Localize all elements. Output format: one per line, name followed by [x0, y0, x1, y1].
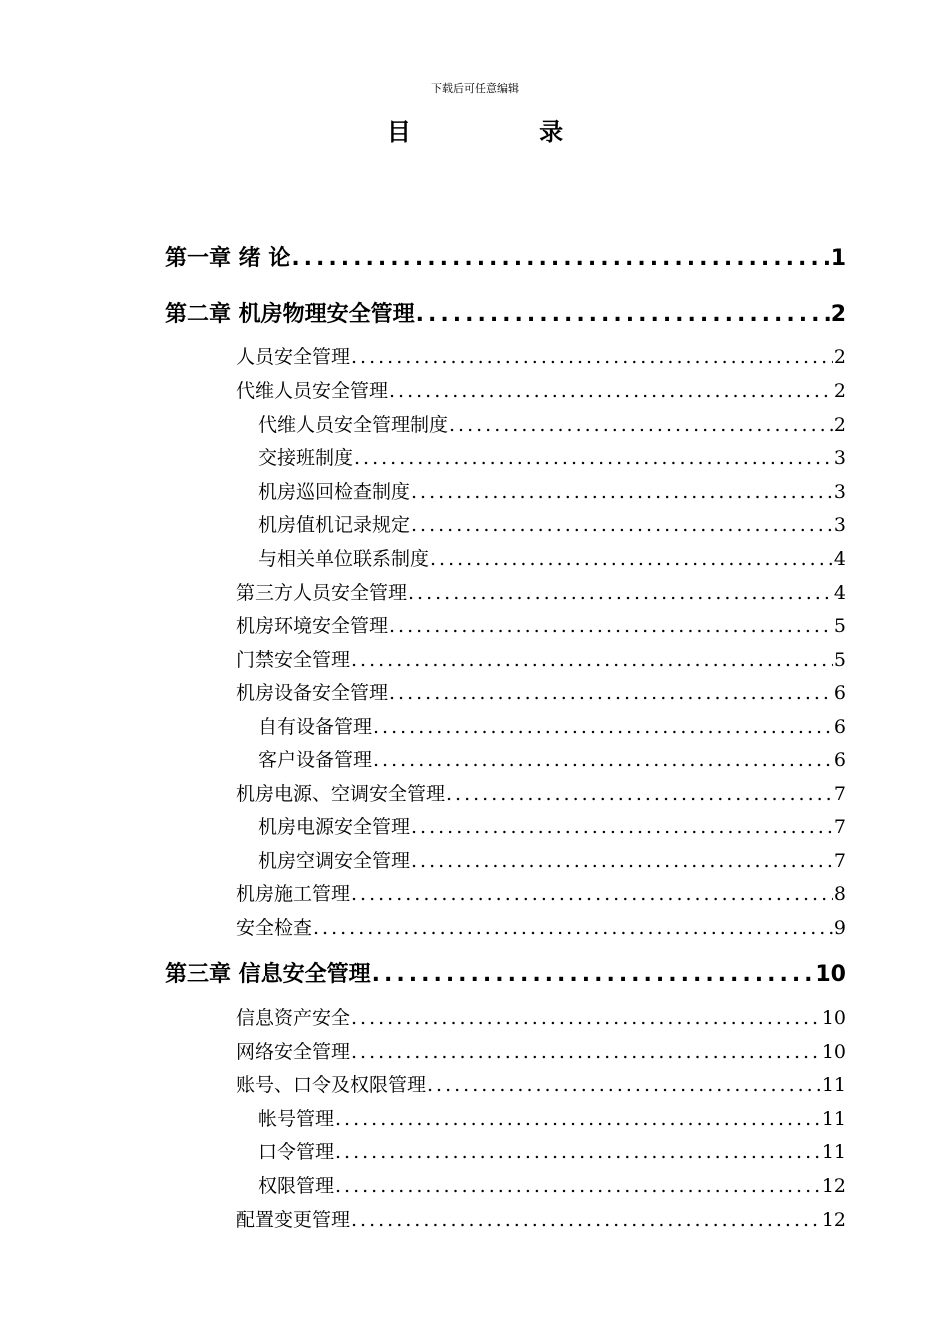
toc-entry-label: 机房设备安全管理 [236, 682, 389, 704]
toc-entry-label: 客户设备管理 [258, 749, 373, 771]
toc-entry-label: 机房巡回检查制度 [258, 481, 411, 503]
toc-entry[interactable] [258, 745, 846, 772]
toc-entry-label: 网络安全管理 [236, 1041, 351, 1063]
toc-entry-label: 配置变更管理 [236, 1209, 351, 1231]
toc-entry-page: 5 [833, 649, 846, 671]
toc-entry[interactable] [236, 342, 846, 369]
toc-entry-page: 6 [833, 749, 846, 771]
toc-entry-label: 代维人员安全管理制度 [258, 414, 449, 436]
toc-entry[interactable] [258, 1137, 846, 1164]
toc-entry-label: 人员安全管理 [236, 346, 351, 368]
toc-entry-page: 8 [833, 883, 846, 905]
toc-dot-leader [354, 447, 833, 469]
toc-entry[interactable] [258, 477, 846, 504]
toc-dot-leader [373, 749, 833, 771]
toc-entry-page: 7 [833, 850, 846, 872]
toc-dot-leader [313, 917, 833, 939]
toc-dot-leader [335, 1175, 821, 1197]
toc-entry-label: 门禁安全管理 [236, 649, 351, 671]
toc-dot-leader [416, 302, 830, 327]
toc-entry[interactable] [258, 812, 846, 839]
toc-dot-leader [351, 649, 833, 671]
toc-entry[interactable] [258, 1171, 846, 1198]
toc-entry[interactable] [236, 1037, 846, 1064]
toc-dot-leader [411, 514, 833, 536]
toc-dot-leader [372, 962, 815, 987]
toc-entry-label: 第三章 信息安全管理 [165, 962, 371, 987]
page-title: 目 录 [386, 118, 624, 146]
toc-dot-leader [427, 1074, 821, 1096]
toc-entry-page: 4 [833, 582, 846, 604]
toc-entry[interactable] [236, 1003, 846, 1030]
toc-entry[interactable] [236, 1205, 846, 1232]
toc-entry-label: 机房电源安全管理 [258, 816, 411, 838]
toc-dot-leader [449, 414, 833, 436]
toc-dot-leader [411, 816, 833, 838]
toc-entry[interactable] [236, 578, 846, 605]
header-note: 下载后可任意编辑 [431, 82, 519, 95]
toc-dot-leader [389, 682, 833, 704]
toc-dot-leader [411, 850, 833, 872]
toc-entry-page: 2 [830, 302, 846, 327]
toc-entry-label: 机房空调安全管理 [258, 850, 411, 872]
toc-entry[interactable] [236, 913, 846, 940]
toc-entry[interactable] [258, 544, 846, 571]
toc-entry-page: 2 [833, 346, 846, 368]
toc-entry[interactable] [165, 297, 846, 328]
toc-entry[interactable] [258, 443, 846, 470]
toc-entry[interactable] [258, 712, 846, 739]
toc-entry-page: 9 [833, 917, 846, 939]
toc-entry-page: 3 [833, 514, 846, 536]
toc-entry[interactable] [236, 611, 846, 638]
toc-entry-page: 3 [833, 447, 846, 469]
toc-entry[interactable] [236, 879, 846, 906]
toc-entry-label: 与相关单位联系制度 [258, 548, 430, 570]
toc-dot-leader [430, 548, 833, 570]
toc-dot-leader [389, 615, 833, 637]
toc-entry[interactable] [165, 957, 846, 988]
toc-entry-page: 7 [833, 816, 846, 838]
toc-entry[interactable] [258, 846, 846, 873]
toc-entry-page: 1 [830, 246, 846, 271]
toc-entry-label: 信息资产安全 [236, 1007, 351, 1029]
toc-entry-page: 4 [833, 548, 846, 570]
toc-entry-page: 10 [821, 1007, 846, 1029]
toc-entry-label: 第三方人员安全管理 [236, 582, 408, 604]
toc-entry-page: 11 [821, 1141, 846, 1163]
toc-dot-leader [446, 783, 833, 805]
toc-entry[interactable] [236, 779, 846, 806]
toc-entry-page: 7 [833, 783, 846, 805]
toc-dot-leader [335, 1108, 821, 1130]
toc-entry-page: 12 [821, 1209, 846, 1231]
toc-dot-leader [351, 346, 833, 368]
toc-entry-page: 5 [833, 615, 846, 637]
toc-dot-leader [389, 380, 833, 402]
toc-entry-label: 机房施工管理 [236, 883, 351, 905]
toc-entry-label: 代维人员安全管理 [236, 380, 389, 402]
toc-entry-label: 权限管理 [258, 1175, 335, 1197]
toc-entry-page: 11 [821, 1074, 846, 1096]
toc-entry[interactable] [236, 376, 846, 403]
toc-entry-page: 2 [833, 414, 846, 436]
toc-dot-leader [408, 582, 833, 604]
toc-entry-page: 6 [833, 682, 846, 704]
toc-entry[interactable] [165, 241, 846, 272]
toc-entry-page: 3 [833, 481, 846, 503]
toc-entry-label: 第二章 机房物理安全管理 [165, 302, 415, 327]
toc-entry-page: 10 [815, 962, 846, 987]
toc-entry-page: 10 [821, 1041, 846, 1063]
toc-entry-label: 机房环境安全管理 [236, 615, 389, 637]
toc-entry-page: 2 [833, 380, 846, 402]
toc-dot-leader [411, 481, 833, 503]
toc-entry-label: 交接班制度 [258, 447, 354, 469]
toc-dot-leader [351, 883, 833, 905]
toc-entry-label: 口令管理 [258, 1141, 335, 1163]
toc-entry-label: 机房值机记录规定 [258, 514, 411, 536]
toc-entry-page: 6 [833, 716, 846, 738]
toc-entry[interactable] [258, 510, 846, 537]
toc-entry-page: 12 [821, 1175, 846, 1197]
toc-dot-leader [351, 1041, 821, 1063]
toc-entry-label: 第一章 绪 论 [165, 246, 291, 271]
toc-entry-label: 安全检查 [236, 917, 313, 939]
toc-dot-leader [351, 1007, 821, 1029]
toc-entry[interactable] [236, 645, 846, 672]
toc-entry-label: 帐号管理 [258, 1108, 335, 1130]
toc-entry-label: 账号、口令及权限管理 [236, 1074, 427, 1096]
toc-entry-page: 11 [821, 1108, 846, 1130]
toc-dot-leader [335, 1141, 821, 1163]
toc-entry-label: 自有设备管理 [258, 716, 373, 738]
toc-entry[interactable] [236, 678, 846, 705]
toc-dot-leader [351, 1209, 821, 1231]
toc-entry-label: 机房电源、空调安全管理 [236, 783, 446, 805]
toc-entry[interactable] [236, 1070, 846, 1097]
toc-dot-leader [291, 246, 829, 271]
toc-entry[interactable] [258, 410, 846, 437]
toc-entry[interactable] [258, 1104, 846, 1131]
toc-dot-leader [373, 716, 833, 738]
